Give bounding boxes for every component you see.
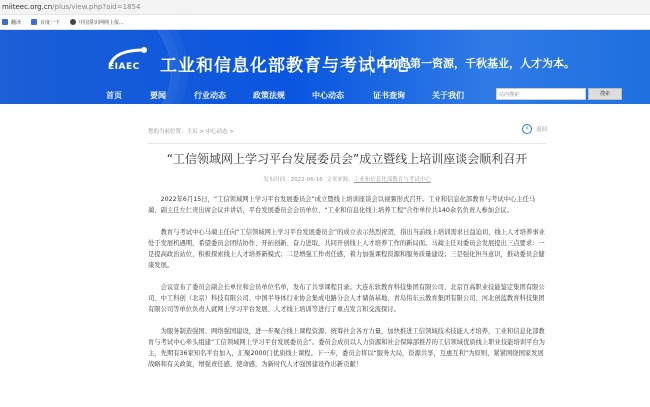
back-button[interactable]: ‹ 返回 <box>522 124 547 134</box>
nav-news[interactable]: 要闻 <box>150 91 166 100</box>
globe-icon <box>70 19 76 25</box>
baidu-icon <box>31 19 37 25</box>
url-path: /plus/view.php?aid=1854 <box>52 3 141 11</box>
bookmarks-bar <box>0 15 650 30</box>
bookmark-exam[interactable]: 中国常识网网上报... <box>70 19 124 26</box>
paragraph: 为服务制造强国、网络强国建设，进一步聚合线上课程资源、统筹社会各方力量，加快推进工信领域技术技能人才培养，工业和信息化部教育与考试中心牵头组建“工信领域网上学习平台发展委员会”。委员会成员以人力资源和社会保障部推荐的工信领域优质线上职业技能培训平台为主，先期有36家知名平台加入，汇聚2000门优质线上课程。下一步，委员会将以“服务大局，资源共享，互惠互利”为原则，紧紧围绕国家发展战略和有关政策，增强责任感、使命感，为新时代人才强国建设作出新贡献！ <box>148 328 545 368</box>
nav-certificate[interactable]: 证书查询 <box>373 91 405 100</box>
nav-policy[interactable]: 政策法规 <box>253 91 285 100</box>
search-input[interactable]: 站内搜索 <box>496 88 586 100</box>
header-divider <box>370 50 371 76</box>
site-title: 工业和信息化部教育与考试中心 <box>160 56 412 76</box>
nav-home[interactable]: 首页 <box>106 91 122 100</box>
back-arrow-icon: ‹ <box>522 124 532 134</box>
translate-icon <box>2 19 8 25</box>
site-header <box>0 30 650 104</box>
nav-center-news[interactable]: 中心动态 <box>312 91 344 100</box>
url-host: miiteec.org.cn <box>2 3 53 11</box>
paragraph: 会议宣布了委员会副会长单位和会员单位名单，发布了共享课程目录。大连东软教育科技集团有限公司、北京百高职业技能鉴定集团有限公司、中工科创（北京）科技有限公司、中国半导体行业协会集成电路分会人才储备基地、青岛伟东云教育集团有限公司、河北创蓝教育科技集团有限公司等单位负责人就网上学习平台发展、人才线上培训等进行了重点发言和交流探讨。 <box>148 284 545 313</box>
nav-industry[interactable]: 行业动态 <box>194 91 226 100</box>
paragraph: 2022年6月15日，“工信领域网上学习平台发展委员会”成立暨线上培训座谈会以视频形式召开。工业和信息化部教育与考试中心主任马蔺、副主任左仁贵出席会议并讲话，平台发展委员会会员单位、“工业和信息化线上培养工程”合作单位共140余名负责人参加会议。 <box>148 196 536 214</box>
bookmark-baidu[interactable]: 百度一下 <box>31 19 60 26</box>
logo-text: EIAEC <box>108 62 140 72</box>
slogan: 人才是第一资源，千秋基业，人才为本。 <box>377 57 575 70</box>
article-meta: 发布时间：2022-06-16 文章来源：工业和信息化部教育与考试中心 <box>263 177 431 183</box>
article-body <box>148 194 546 381</box>
search-button[interactable]: 搜索 <box>588 88 622 100</box>
paragraph: 教育与考试中心马蔺主任向“工信领域网上学习平台发展委员会”的成立表示热烈祝贺，指出当前线上培训需求日益迫切，线上人才培养事业处于发展机遇期，希望委员会团结协作、开拓创新、奋力进取，共同开创线上人才培养工作的新局面。马蔺主任对委员会发展提出三点要求：一是提高政治站位，积极探索线上人才培养新模式；二是增强工作责任感，着力加强课程资源和服务质量建设；三是强化担当意识，推动委员会健康发展。 <box>148 229 545 269</box>
nav-about[interactable]: 关于我们 <box>432 91 464 100</box>
source-link[interactable]: 工业和信息化部教育与考试中心 <box>353 177 431 183</box>
bookmark-translate[interactable]: 翻译 <box>2 19 21 26</box>
divider <box>148 143 546 144</box>
article-title: “工信领域网上学习平台发展委员会”成立暨线上培训座谈会顺利召开 <box>166 152 528 166</box>
address-bar[interactable] <box>0 0 650 15</box>
breadcrumb: 您的当前位置：主页 > 中心动态 > <box>148 129 234 135</box>
